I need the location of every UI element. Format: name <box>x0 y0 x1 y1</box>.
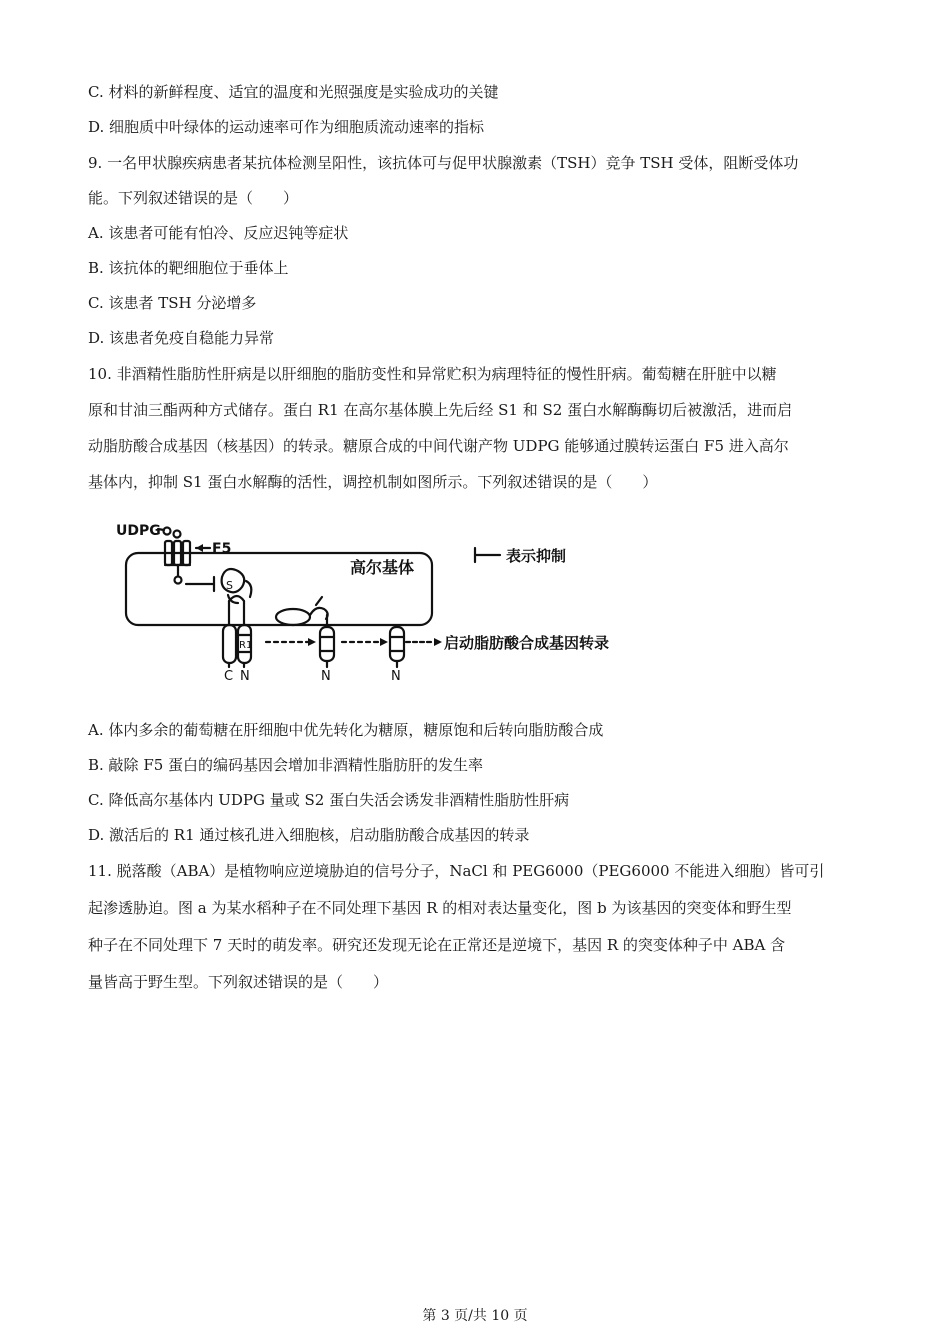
option-8c: C. 材料的新鲜程度、适宜的温度和光照强度是实验成功的关键 <box>88 83 499 101</box>
f5-transporter <box>165 541 190 584</box>
udpg-label: UDPG <box>116 523 161 539</box>
option-9a: A. 该患者可能有怕冷、反应迟钝等症状 <box>88 224 349 242</box>
result-label: 启动脂肪酸合成基因转录 <box>444 634 610 652</box>
question-9-stem-2: 能。下列叙述错误的是（ ） <box>88 189 299 207</box>
option-10b: B. 敲除 F5 蛋白的编码基因会增加非酒精性脂肪肝的发生率 <box>88 756 484 774</box>
question-11-stem-4: 量皆高于野生型。下列叙述错误的是（ ） <box>88 973 389 991</box>
option-10d: D. 激活后的 R1 通过核孔进入细胞核，启动脂肪酸合成基因的转录 <box>88 826 530 844</box>
r1-precursor <box>223 596 251 663</box>
n-terminus-label-2: N <box>321 669 331 684</box>
c-terminus-label: C <box>224 669 234 684</box>
option-9b: B. 该抗体的靶细胞位于垂体上 <box>88 259 289 277</box>
option-10a: A. 体内多余的葡萄糖在肝细胞中优先转化为糖原，糖原饱和后转向脂肪酸合成 <box>88 721 604 739</box>
question-10-stem-1: 10. 非酒精性脂肪性肝病是以肝细胞的脂肪变性和异常贮积为病理特征的慢性肝病。葡萄糖在肝脏中以糖 <box>88 365 777 383</box>
udpg-molecule <box>164 528 171 535</box>
option-8d: D. 细胞质中叶绿体的运动速率可作为细胞质流动速率的指标 <box>88 118 485 136</box>
page-footer: 第 3 页/共 10 页 <box>422 1308 528 1324</box>
udpg-molecule <box>174 531 181 538</box>
n-terminus-label-3: N <box>391 669 401 684</box>
cleaved-r1-1 <box>320 615 334 667</box>
r1-label: R1 <box>239 640 253 651</box>
question-10-stem-2: 原和甘油三酯两种方式储存。蛋白 R1 在高尔基体膜上先后经 S1 和 S2 蛋白水解酶酶切后被激活，进而启 <box>88 401 793 419</box>
golgi-regulation-diagram <box>110 515 650 690</box>
question-9-stem-1: 9. 一名甲状腺疾病患者某抗体检测呈阳性，该抗体可与促甲状腺激素（TSH）竞争 TSH 受体，阻断受体功 <box>88 154 799 172</box>
option-10c: C. 降低高尔基体内 UDPG 量或 S2 蛋白失活会诱发非酒精性脂肪性肝病 <box>88 791 570 809</box>
question-11-stem-1: 11. 脱落酸（ABA）是植物响应逆境胁迫的信号分子，NaCl 和 PEG6000（PEG6000 不能进入细胞）皆可引 <box>88 862 825 880</box>
option-9c: C. 该患者 TSH 分泌增多 <box>88 294 257 312</box>
s2-protease <box>276 609 310 625</box>
f5-label: F5 <box>212 541 232 557</box>
question-11-stem-3: 种子在不同处理下 7 天时的萌发率。研究还发现无论在正常还是逆境下，基因 R 的突变体种子中 ABA 含 <box>88 936 786 954</box>
question-10-stem-4: 基体内，抑制 S1 蛋白水解酶的活性，调控机制如图所示。下列叙述错误的是（ ） <box>88 473 658 491</box>
question-10-stem-3: 动脂肪酸合成基因（核基因）的转录。糖原合成的中间代谢产物 UDPG 能够通过膜转运蛋白 F5 进入高尔 <box>88 437 789 455</box>
question-11-stem-2: 起渗透胁迫。图 a 为某水稻种子在不同处理下基因 R 的相对表达量变化，图 b 为该基因的突变体和野生型 <box>88 899 792 917</box>
option-9d: D. 该患者免疫自稳能力异常 <box>88 329 275 347</box>
legend-label: 表示抑制 <box>506 547 567 565</box>
s-label: S <box>226 579 233 592</box>
golgi-label: 高尔基体 <box>350 558 415 577</box>
active-r1 <box>390 627 404 667</box>
n-terminus-label: N <box>240 669 250 684</box>
